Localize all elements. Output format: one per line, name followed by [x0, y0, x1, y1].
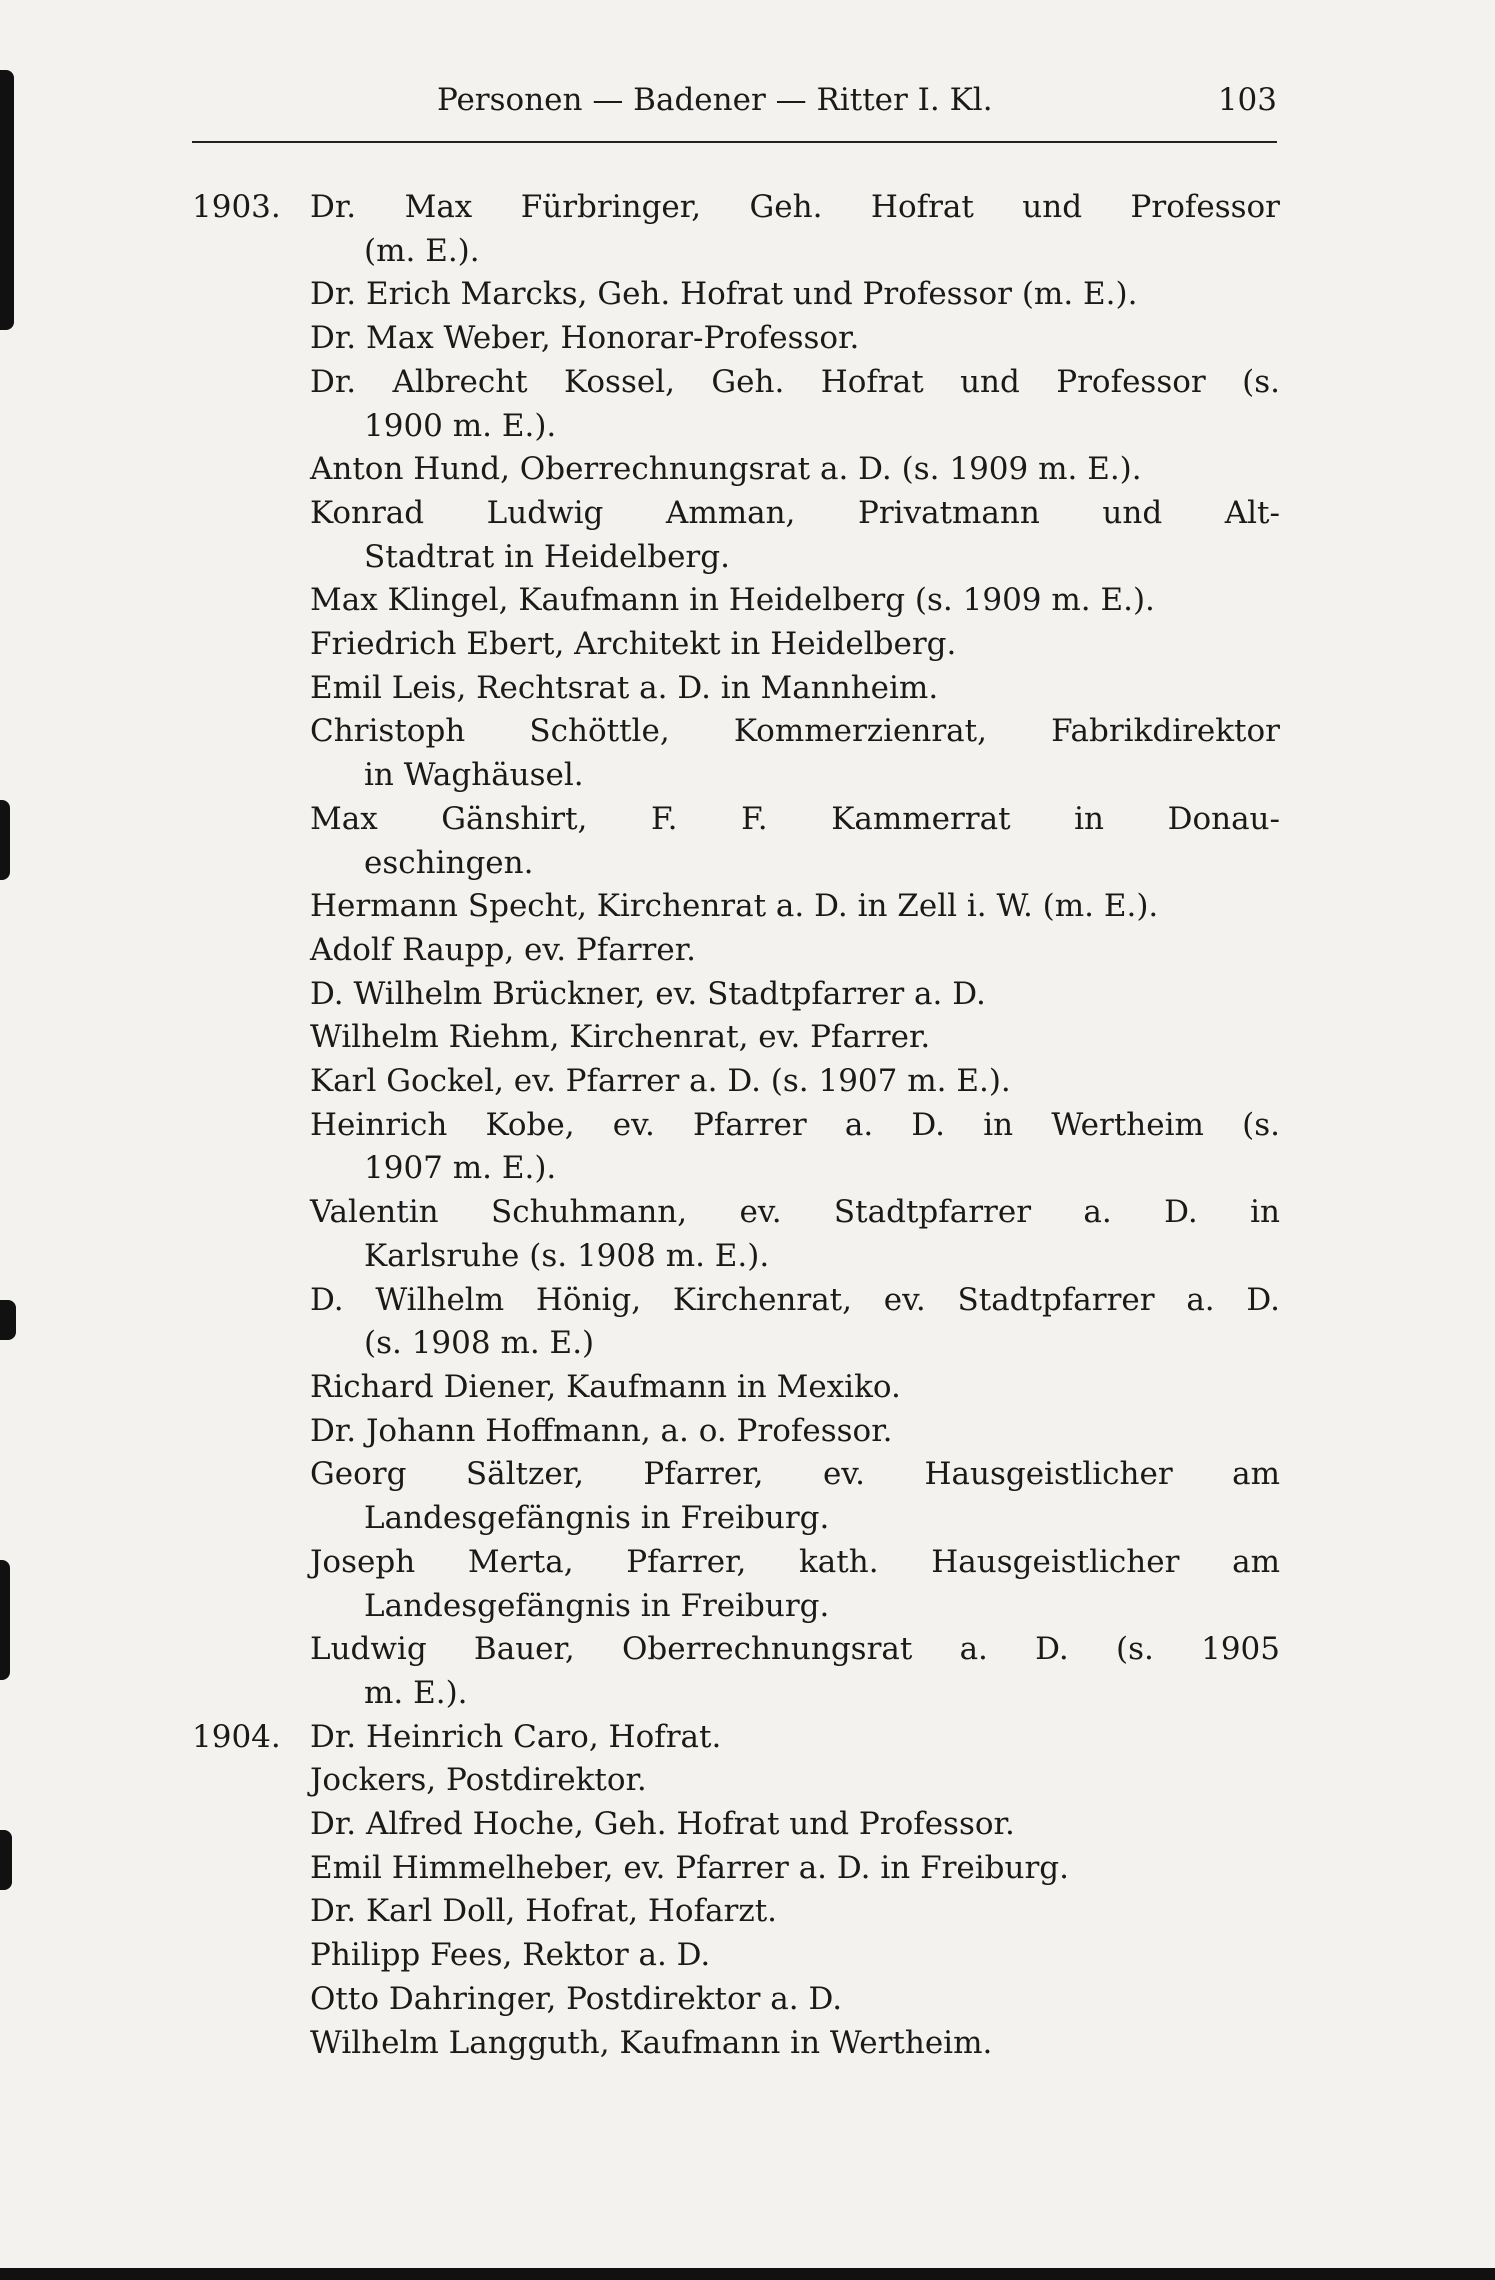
page-edge-mark [0, 1300, 16, 1340]
year-label: 1903. [192, 189, 281, 225]
list-item [192, 186, 1282, 273]
list-item [192, 1759, 1282, 1803]
entry-text: Joseph Merta, Pfarrer, kath. Hausgeistlicher am [310, 1543, 1280, 1580]
entry-text: Philipp Fees, Rektor a. D. [310, 1937, 711, 1974]
entry-text: Dr. Johann Hoffmann, a. o. Professor. [310, 1412, 893, 1449]
page-edge-mark [0, 800, 10, 880]
header-rule [192, 141, 1277, 143]
entry-text: Jockers, Postdirektor. [310, 1762, 647, 1799]
entry-text: Dr. Max Weber, Honorar-Professor. [310, 320, 860, 357]
entry-text: Adolf Raupp, ev. Pfarrer. [310, 931, 696, 968]
list-item [192, 1803, 1282, 1847]
list-item [192, 885, 1282, 929]
list-item [192, 1104, 1282, 1191]
list-item [192, 361, 1282, 448]
entry-text: Christoph Schöttle, Kommerzienrat, Fabrikdirektor [310, 713, 1280, 750]
header-title: Personen — Badener — Ritter I. Kl. [437, 82, 993, 118]
entry-text: Hermann Specht, Kirchenrat a. D. in Zell i. W. (m. E.). [310, 888, 1159, 925]
list-item [192, 1366, 1282, 1410]
entry-text: Max Klingel, Kaufmann in Heidelberg (s. 1909 m. E.). [310, 582, 1155, 619]
scan-bottom-edge [0, 2268, 1495, 2280]
entry-text: Anton Hund, Oberrechnungsrat a. D. (s. 1909 m. E.). [310, 451, 1142, 488]
entry-text: Heinrich Kobe, ev. Pfarrer a. D. in Wertheim (s. [310, 1106, 1280, 1143]
page-number: 103 [1217, 82, 1277, 118]
entry-text: Dr. Erich Marcks, Geh. Hofrat und Professor (m. E.). [310, 276, 1138, 313]
entry-text: Dr. Alfred Hoche, Geh. Hofrat und Professor. [310, 1806, 1015, 1843]
entry-continuation: Stadtrat in Heidelberg. [364, 538, 730, 575]
list-item [192, 448, 1282, 492]
entry-continuation: eschingen. [364, 844, 534, 881]
entry-continuation: (s. 1908 m. E.) [364, 1325, 595, 1362]
list-item [192, 623, 1282, 667]
entry-text: Richard Diener, Kaufmann in Mexiko. [310, 1368, 901, 1405]
list-item [192, 973, 1282, 1017]
entry-text: Dr. Heinrich Caro, Hofrat. [310, 1718, 722, 1755]
entry-text: Konrad Ludwig Amman, Privatmann und Alt- [310, 494, 1280, 531]
list-item [192, 579, 1282, 623]
list-item [192, 1279, 1282, 1366]
list-item [192, 1191, 1282, 1278]
entry-text: Max Gänshirt, F. F. Kammerrat in Donau- [310, 800, 1280, 837]
list-item [192, 1890, 1282, 1934]
entry-text: D. Wilhelm Hönig, Kirchenrat, ev. Stadtpfarrer a. D. [310, 1281, 1280, 1318]
entry-text: Emil Leis, Rechtsrat a. D. in Mannheim. [310, 669, 939, 706]
entry-text: Karl Gockel, ev. Pfarrer a. D. (s. 1907 m. E.). [310, 1063, 1011, 1100]
list-item [192, 1934, 1282, 1978]
list-item [192, 1453, 1282, 1540]
list-item [192, 1541, 1282, 1628]
entry-text: Dr. Karl Doll, Hofrat, Hofarzt. [310, 1893, 778, 1930]
entry-text: D. Wilhelm Brückner, ev. Stadtpfarrer a. D. [310, 975, 986, 1012]
running-header [192, 82, 1277, 132]
list-item [192, 2022, 1282, 2066]
entry-text: Wilhelm Riehm, Kirchenrat, ev. Pfarrer. [310, 1019, 931, 1056]
entry-text: Emil Himmelheber, ev. Pfarrer a. D. in Freiburg. [310, 1849, 1069, 1886]
list-item [192, 1978, 1282, 2022]
entry-list [192, 186, 1282, 2065]
page-edge-mark [0, 70, 14, 330]
entry-continuation: (m. E.). [364, 232, 480, 269]
page-edge-mark [0, 1830, 12, 1890]
entry-continuation: Landesgefängnis in Freiburg. [364, 1500, 830, 1537]
list-item [192, 273, 1282, 317]
list-item [192, 798, 1282, 885]
list-item [192, 1060, 1282, 1104]
list-item [192, 1628, 1282, 1715]
entry-continuation: 1900 m. E.). [364, 407, 557, 444]
entry-text: Ludwig Bauer, Oberrechnungsrat a. D. (s. 1905 [310, 1631, 1280, 1668]
entry-continuation: 1907 m. E.). [364, 1150, 557, 1187]
entry-continuation: Landesgefängnis in Freiburg. [364, 1587, 830, 1624]
list-item [192, 317, 1282, 361]
entry-continuation: Karlsruhe (s. 1908 m. E.). [364, 1237, 770, 1274]
entry-text: Georg Sältzer, Pfarrer, ev. Hausgeistlicher am [310, 1456, 1280, 1493]
entry-continuation: in Waghäusel. [364, 757, 584, 794]
list-item [192, 1410, 1282, 1454]
list-item [192, 1847, 1282, 1891]
page-edge-mark [0, 1560, 10, 1680]
list-item [192, 710, 1282, 797]
entry-text: Otto Dahringer, Postdirektor a. D. [310, 1980, 843, 2017]
entry-text: Valentin Schuhmann, ev. Stadtpfarrer a. D. in [310, 1194, 1280, 1231]
entry-continuation: m. E.). [364, 1674, 468, 1711]
list-item [192, 492, 1282, 579]
entry-text: Wilhelm Langguth, Kaufmann in Wertheim. [310, 2024, 993, 2061]
list-item [192, 1716, 1282, 1760]
entry-text: Dr. Albrecht Kossel, Geh. Hofrat und Professor (s. [310, 363, 1280, 400]
list-item [192, 667, 1282, 711]
list-item [192, 929, 1282, 973]
entry-text: Friedrich Ebert, Architekt in Heidelberg. [310, 626, 957, 663]
entry-text: Dr. Max Fürbringer, Geh. Hofrat und Professor [310, 189, 1280, 225]
year-label: 1904. [192, 1718, 281, 1755]
list-item [192, 1016, 1282, 1060]
